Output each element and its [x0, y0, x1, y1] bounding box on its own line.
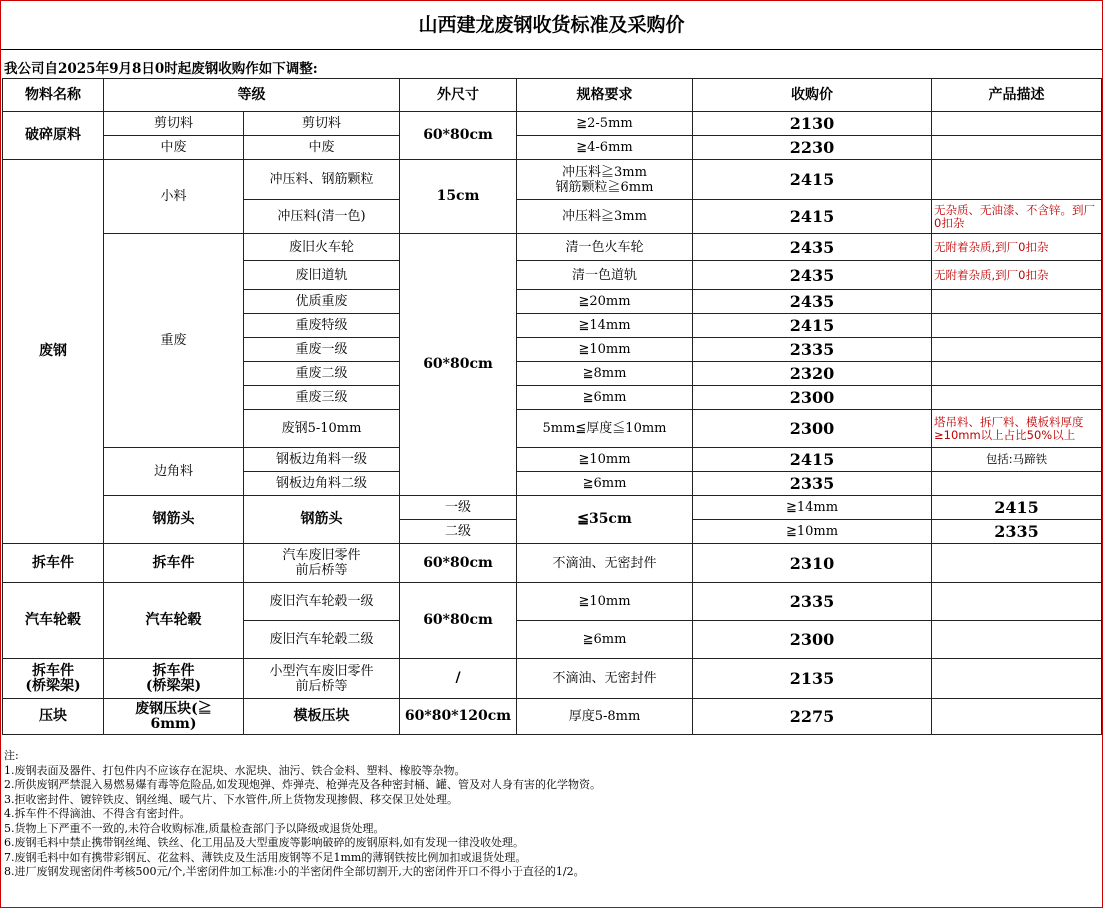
spec-cell: ≧14mm: [517, 314, 693, 338]
subgrade-line: 前后桥等: [295, 678, 348, 694]
grade-cell: 拆车件: [104, 544, 244, 583]
desc-cell: [932, 544, 1102, 583]
spec-cell: ≧10mm: [517, 583, 693, 621]
spec-cell: 厚度5-8mm: [517, 699, 693, 735]
price-cell: 2130: [693, 112, 932, 136]
subgrade-cell: 钢板边角料二级: [244, 472, 400, 496]
subgrade-cell: 重废一级: [244, 338, 400, 362]
size-cell: 60*80cm: [400, 234, 517, 496]
price-cell: 2230: [693, 136, 932, 160]
desc-cell: [932, 160, 1102, 200]
note-line: 4.拆车件不得滴油、不得含有密封件。: [4, 807, 191, 820]
desc-cell: 无杂质、无油漆、不含锌。到厂0扣杂: [932, 200, 1102, 234]
table-row: [3, 659, 1102, 699]
subgrade-cell: 废旧火车轮: [244, 234, 400, 261]
price-cell: 2320: [693, 362, 932, 386]
price-cell: 2435: [693, 261, 932, 290]
price-cell: 2300: [693, 621, 932, 659]
header-size: 外尺寸: [400, 79, 517, 112]
grade-line: 拆车件: [152, 662, 195, 679]
table-row: [3, 160, 1102, 200]
material-cell: 破碎原料: [3, 112, 104, 160]
size-cell: ≦35cm: [517, 496, 693, 544]
table-row: [3, 699, 1102, 735]
subgrade-cell: [244, 659, 400, 699]
price-cell: 2415: [693, 200, 932, 234]
spec-cell: ≧6mm: [517, 621, 693, 659]
desc-cell: 无附着杂质,到厂0扣杂: [932, 234, 1102, 261]
desc-cell: [932, 314, 1102, 338]
table-row: [3, 136, 1102, 160]
grade-cell: 边角料: [104, 448, 244, 496]
material-cell: [3, 659, 104, 699]
desc-cell: [932, 386, 1102, 410]
price-cell: 2300: [693, 386, 932, 410]
note-line: 6.废钢毛料中禁止携带钢丝绳、铁丝、化工用品及大型重废等影响破碎的废钢原料,如有发现一律没收处理。: [4, 836, 524, 849]
price-cell: 2415: [693, 314, 932, 338]
size-cell: 60*80*120cm: [400, 699, 517, 735]
notice-text: 我公司自2025年9月8日0时起废钢收购作如下调整:: [4, 61, 318, 77]
spec-cell: 不滴油、无密封件: [517, 544, 693, 583]
spec-cell: [517, 160, 693, 200]
subgrade-cell: 冲压料(清一色): [244, 200, 400, 234]
subgrade-cell: 一级: [400, 496, 517, 520]
desc-cell: 无附着杂质,到厂0扣杂: [932, 261, 1102, 290]
table-row: [3, 112, 1102, 136]
table-row: [3, 234, 1102, 261]
subgrade-cell: 钢板边角料一级: [244, 448, 400, 472]
spec-cell: ≧14mm: [693, 496, 932, 520]
grade-line: (桥梁架): [145, 677, 202, 694]
header-spec: 规格要求: [517, 79, 693, 112]
grade-cell: 剪切料: [104, 112, 244, 136]
subgrade-line: 小型汽车废旧零件: [269, 663, 374, 679]
header-price: 收购价: [693, 79, 932, 112]
price-cell: 2415: [693, 160, 932, 200]
subgrade-cell: 模板压块: [244, 699, 400, 735]
note-line: 7.废钢毛料中如有携带彩钢瓦、花盆料、薄铁皮及生活用废钢等不足1mm的薄钢铁按比例加扣或退货处理。: [4, 850, 527, 864]
subgrade-cell: 冲压料、钢筋颗粒: [244, 160, 400, 200]
price-cell: 2135: [693, 659, 932, 699]
price-cell: 2435: [693, 290, 932, 314]
subgrade-cell: 重废三级: [244, 386, 400, 410]
spec-cell: ≧6mm: [517, 386, 693, 410]
grade-cell: 钢筋头: [244, 496, 400, 544]
table-row: [3, 583, 1102, 621]
desc-cell: [932, 472, 1102, 496]
spec-cell: 5mm≦厚度≦10mm: [517, 410, 693, 448]
material-line: (桥梁架): [25, 677, 81, 694]
grade-cell: 中废: [104, 136, 244, 160]
note-line: 1.废钢表面及器件、打包件内不应该存在泥块、水泥块、油污、铁合金料、塑料、橡胶等杂物。: [4, 763, 466, 777]
desc-cell: 塔吊料、拆厂料、模板料厚度≥10mm以上占比50%以上: [932, 410, 1102, 448]
grade-cell: 汽车轮毂: [104, 583, 244, 659]
header-material: 物料名称: [3, 79, 104, 112]
price-cell: 2335: [693, 583, 932, 621]
desc-cell: [932, 659, 1102, 699]
price-cell: 2335: [932, 520, 1102, 544]
subgrade-cell: 废钢5-10mm: [244, 410, 400, 448]
price-cell: 2275: [693, 699, 932, 735]
price-cell: 2310: [693, 544, 932, 583]
material-cell: 钢筋头: [104, 496, 244, 544]
price-cell: 2300: [693, 410, 932, 448]
grade-cell: 小料: [104, 160, 244, 234]
table-row: [3, 496, 1102, 520]
grade-cell: [104, 699, 244, 735]
spec-line: 钢筋颗粒≧6mm: [555, 179, 654, 195]
spec-cell: ≧8mm: [517, 362, 693, 386]
header-grade: 等级: [104, 79, 400, 112]
material-line: 拆车件: [32, 662, 74, 679]
desc-cell: [932, 583, 1102, 621]
spec-cell: 清一色道轨: [517, 261, 693, 290]
spec-cell: ≧4-6mm: [517, 136, 693, 160]
table-header-row: [3, 79, 1102, 112]
spec-line: 冲压料≧3mm: [562, 164, 647, 180]
grade-cell: 重废: [104, 234, 244, 448]
price-cell: 2415: [932, 496, 1102, 520]
subgrade-cell: 废旧道轨: [244, 261, 400, 290]
spec-cell: ≧10mm: [693, 520, 932, 544]
desc-cell: 包括:马蹄铁: [932, 448, 1102, 472]
desc-cell: [932, 362, 1102, 386]
desc-cell: [932, 699, 1102, 735]
size-cell: 60*80cm: [400, 544, 517, 583]
price-table: [2, 78, 1102, 735]
spec-cell: ≧2-5mm: [517, 112, 693, 136]
spec-cell: ≧20mm: [517, 290, 693, 314]
material-cell: 拆车件: [3, 544, 104, 583]
header-desc: 产品描述: [932, 79, 1102, 112]
subgrade-cell: 剪切料: [244, 112, 400, 136]
size-cell: 60*80cm: [400, 112, 517, 160]
material-cell: 压块: [3, 699, 104, 735]
notes-section: [4, 749, 1094, 880]
note-line: 3.拒收密封件、镀锌铁皮、钢丝绳、暖气片、下水管件,所上货物发现掺假、移交保卫处处理。: [4, 792, 458, 806]
size-cell: 15cm: [400, 160, 517, 234]
subgrade-cell: 中废: [244, 136, 400, 160]
grade-line: 废钢压块(≧: [135, 700, 212, 717]
subgrade-cell: 重废二级: [244, 362, 400, 386]
note-line: 8.进厂废钢发现密闭件考核500元/个,半密闭件加工标准:小的半密闭件全部切割开,大的密闭件开口不得小于直径的1/2。: [4, 865, 585, 878]
spec-cell: ≧10mm: [517, 338, 693, 362]
material-cell: 废钢: [3, 160, 104, 544]
subgrade-cell: [244, 544, 400, 583]
grade-cell: [104, 659, 244, 699]
table-row: [3, 448, 1102, 472]
size-cell: 60*80cm: [400, 583, 517, 659]
desc-cell: [932, 338, 1102, 362]
price-cell: 2335: [693, 338, 932, 362]
grade-line: 6mm): [150, 715, 197, 732]
subgrade-line: 汽车废旧零件: [282, 548, 361, 563]
sheet-title: 山西建龙废钢收货标准及采购价: [1, 1, 1102, 50]
note-line: 2.所供废钢严禁混入易燃易爆有毒等危险品,如发现炮弹、炸弹壳、枪弹壳及各种密封桶、罐、管及对人身有害的化学物资。: [4, 778, 601, 791]
desc-cell: [932, 621, 1102, 659]
price-cell: 2335: [693, 472, 932, 496]
table-row: [3, 544, 1102, 583]
spec-cell: 冲压料≧3mm: [517, 200, 693, 234]
subgrade-cell: 废旧汽车轮毂二级: [244, 621, 400, 659]
spec-cell: ≧6mm: [517, 472, 693, 496]
size-cell: /: [400, 659, 517, 699]
subgrade-cell: 优质重废: [244, 290, 400, 314]
price-cell: 2435: [693, 234, 932, 261]
spec-cell: ≧10mm: [517, 448, 693, 472]
subgrade-cell: 重废特级: [244, 314, 400, 338]
spec-cell: 不滴油、无密封件: [517, 659, 693, 699]
desc-cell: [932, 112, 1102, 136]
subgrade-cell: 废旧汽车轮毂一级: [244, 583, 400, 621]
subgrade-line: 前后桥等: [295, 563, 348, 578]
price-cell: 2415: [693, 448, 932, 472]
note-line: 注:: [4, 749, 19, 762]
material-cell: 汽车轮毂: [3, 583, 104, 659]
desc-cell: [932, 290, 1102, 314]
note-line: 5.货物上下严重不一致的,未符合收购标准,质量检查部门予以降级或退货处理。: [4, 821, 385, 835]
spec-cell: 清一色火车轮: [517, 234, 693, 261]
subgrade-cell: 二级: [400, 520, 517, 544]
desc-cell: [932, 136, 1102, 160]
